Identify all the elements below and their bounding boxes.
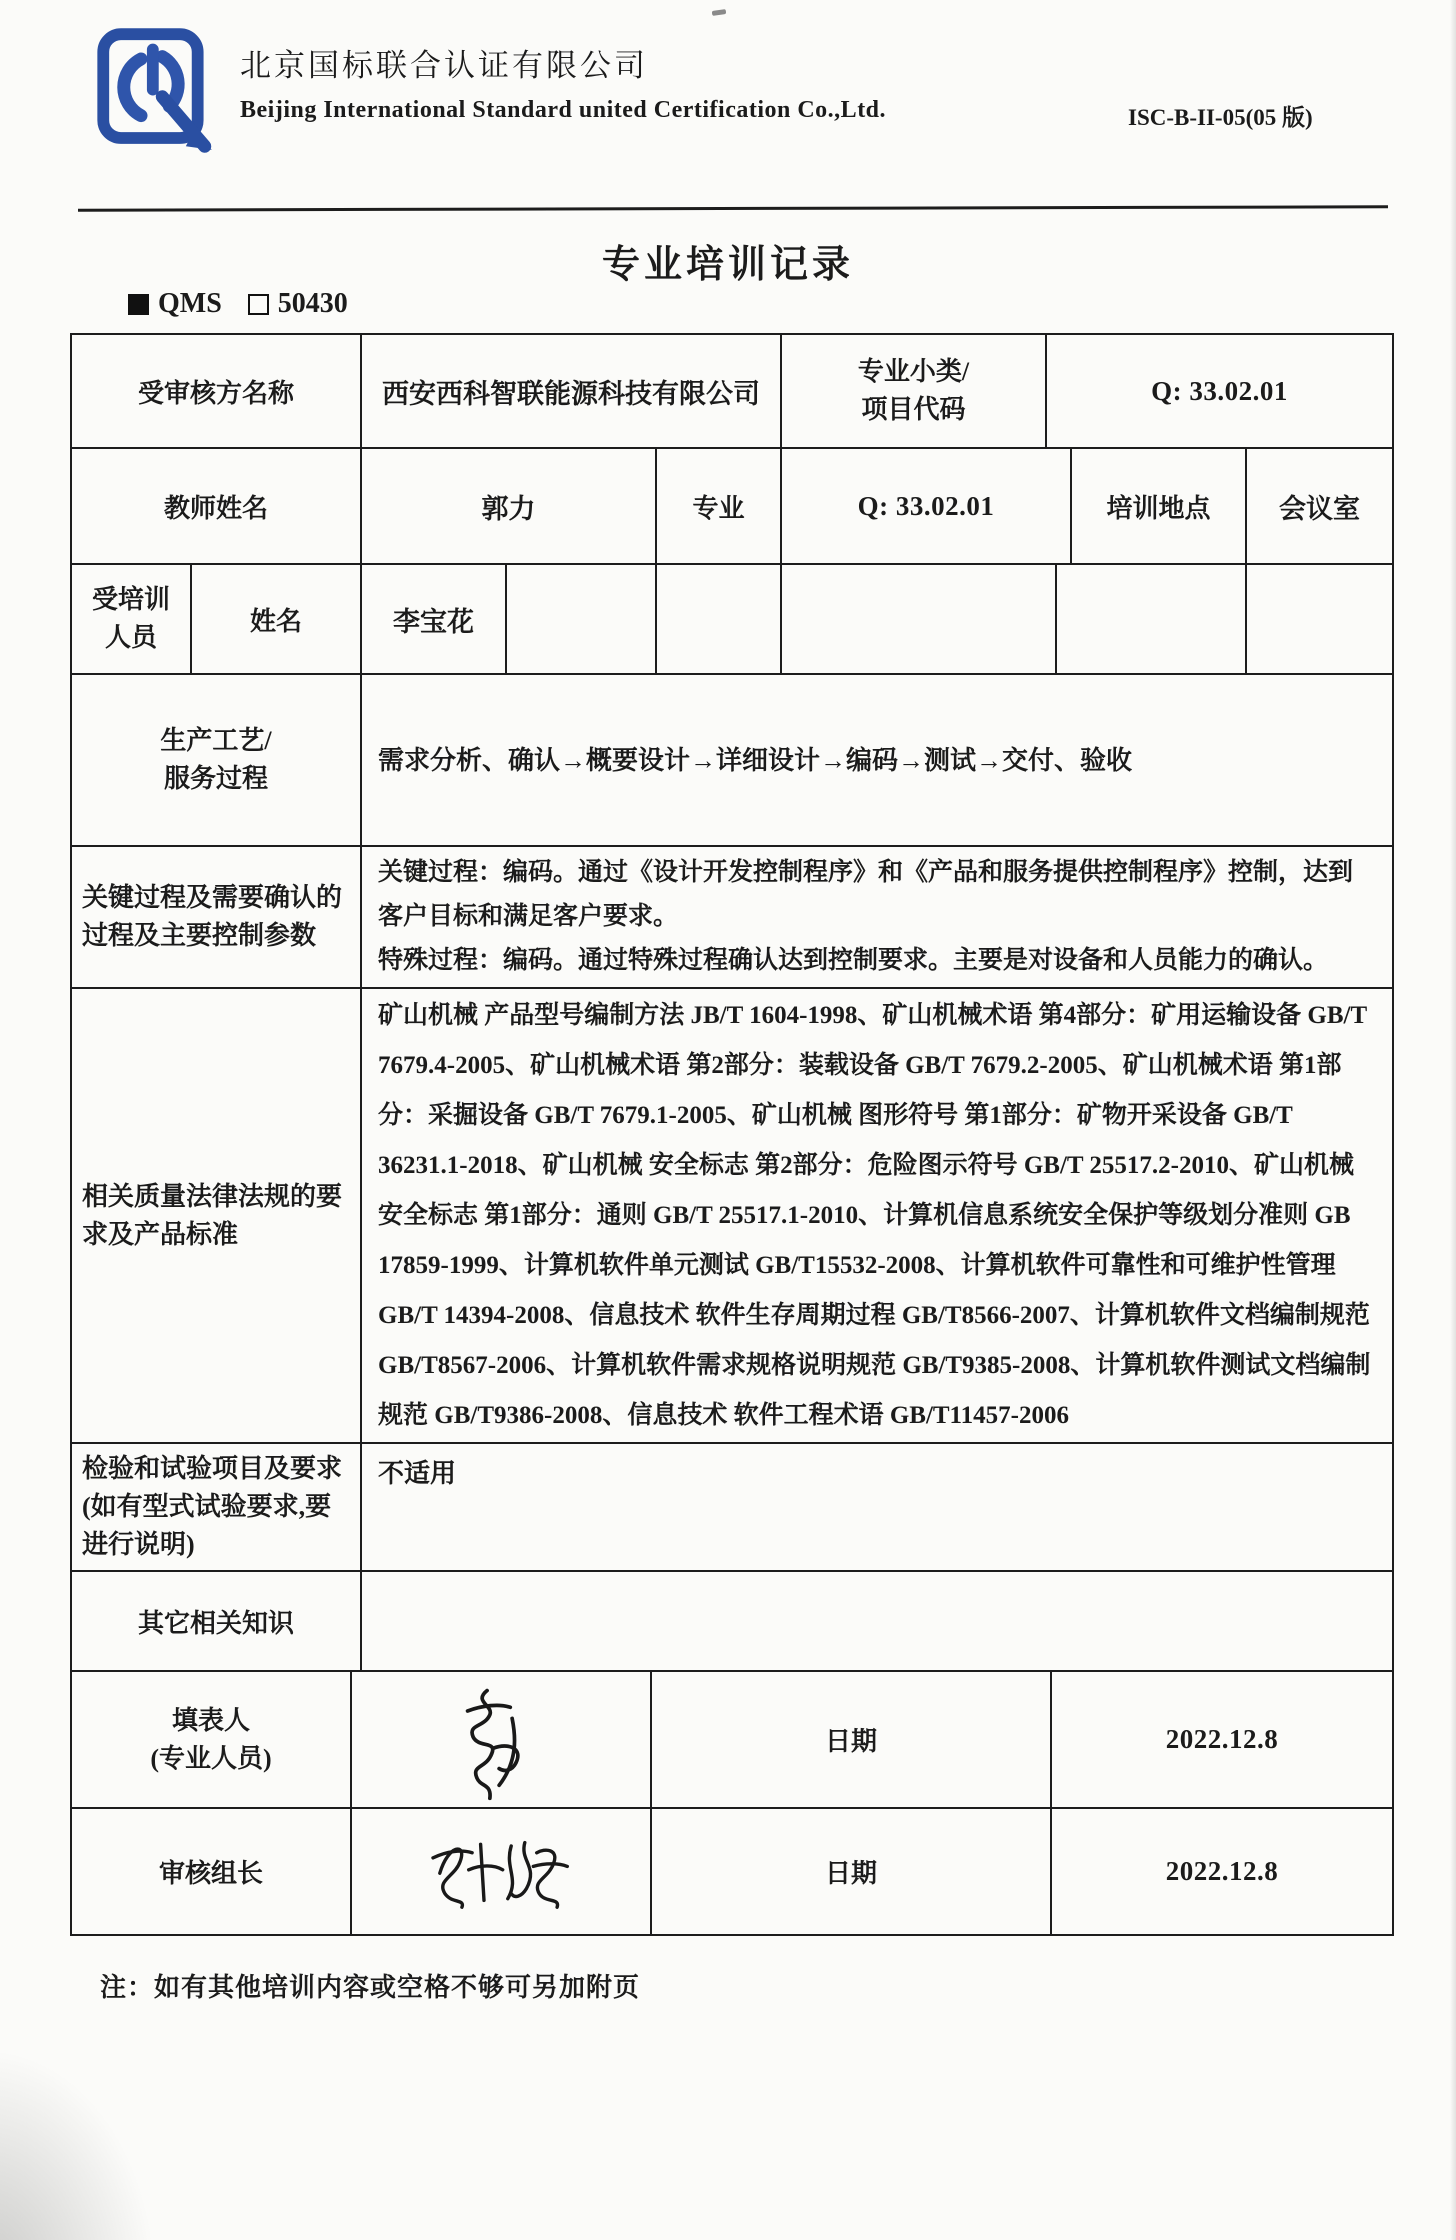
page-title: 专业培训记录 [601,244,854,286]
qms-checkbox-checked-icon [128,294,149,315]
filler-date-label: 日期 [652,1672,1052,1807]
regulations-label [72,989,362,1442]
teacher-name-value: 郭力 [362,449,657,563]
scan-artifact-dash [712,9,727,16]
training-place-value: 会议室 [1279,493,1360,524]
form-filler-label-line2: (专业人员) [150,1743,272,1773]
form-filler-label [72,1672,352,1807]
company-name-en: Beijing International Standard united Certification Co.,Ltd. [240,97,887,123]
row-inspection [72,1444,1392,1572]
code-label: 50430 [277,288,348,319]
code-checkbox-unchecked-icon [248,294,269,315]
trainee-empty-cell [782,565,1057,673]
key-process-label-line1: 关键过程及需要确认的 [82,883,343,913]
certification-logo-icon [95,28,213,156]
major-label: 专业 [657,449,782,563]
other-knowledge-value [362,1572,1392,1670]
filler-date-value: 2022.12.8 [1165,1724,1279,1754]
form-filler-label-line1: 填表人 [171,1705,250,1735]
teacher-name-label: 教师姓名 [72,449,362,563]
auditor-date-value: 2022.12.8 [1165,1856,1279,1886]
process-label [72,675,362,845]
page-curl-shadow [0,2030,170,2240]
signature-libaohua [416,1809,586,1934]
inspection-label [72,1444,362,1570]
row-form-filler [72,1672,1392,1809]
process-value: 需求分析、确认→概要设计→详细设计→编码→测试→交付、验收 [378,745,1133,775]
header-divider [78,205,1388,211]
row-regulations [72,989,1392,1444]
trainee-empty-cell [657,565,782,673]
inspection-label-line3: 进行说明) [82,1529,195,1559]
category-code-label-line1: 专业小类/ [857,357,970,387]
row-trainees [72,565,1392,675]
key-process-value [362,847,1392,987]
inspection-value: 不适用 [378,1459,457,1488]
audited-org-label: 受审核方名称 [72,335,362,447]
key-process-para1: 关键过程：编码。通过《设计开发控制程序》和《产品和服务提供控制程序》控制，达到客户目标和满足客户要求。 [378,859,1354,930]
major-value: Q: 33.02.01 [782,449,1072,563]
regulations-label-line2: 求及产品标准 [82,1219,239,1249]
inspection-label-line1: 检验和试验项目及要求 [82,1454,343,1484]
row-process [72,675,1392,847]
company-name-cn: 北京国标联合认证有限公司 [240,48,648,83]
row-teacher [72,449,1392,565]
regulations-text: 矿山机械 产品型号编制方法 JB/T 1604-1998、矿山机械术语 第4部分：矿用运输设备 GB/T 7679.4-2005、矿山机械术语 第2部分：装载设备 GB/T 7679.2-2005、矿山机械术语 第1部分：采掘设备 GB/T 7679.1-2005、矿山机械 图形符号 第1部分：矿物开采设备 GB/T 36231.1-2018、矿山机械 安全标志 第2部分：危险图示符号 GB/T 25517.2-2010、矿山机械 安全标志 第1部分：通则 GB/T 25517.1-2010、计算机信息系统安全保护等级划分准则 GB 17859-1999、计算机软件单元测试 GB/T15532-2008、计算机软件可靠性和可维护性管理 GB/T 14394-2008、信息技术 软件生存周期过程 GB/T8566-2007、计算机软件文档编制规范 GB/T8567-2006、计算机软件需求规格说明规范 GB/T9385-2008、计算机软件测试文档编制规范 GB/T9386-2008、信息技术 软件工程术语 GB/T11457-2006 [378,1001,1371,1429]
footnote: 注：如有其他培训内容或空格不够可另加附页 [100,1973,641,2002]
scan-edge-shadow [1450,0,1456,2240]
process-label-line1: 生产工艺/ [160,726,272,756]
audited-org-value: 西安西科智联能源科技有限公司 [362,335,782,447]
row-audit-leader [72,1809,1392,1934]
other-knowledge-label: 其它相关知识 [72,1572,362,1670]
trainees-label-line2: 人员 [104,623,157,652]
document-code: ISC-B-II-05(05 版) [1128,105,1313,130]
regulations-label-line1: 相关质量法律法规的要 [82,1181,343,1211]
key-process-label-line2: 过程及主要控制参数 [82,921,317,950]
trainees-label-line1: 受培训 [91,585,170,615]
training-record-table [70,333,1394,1936]
row-key-process [72,847,1392,989]
inspection-label-line2: (如有型式试验要求,要 [82,1492,332,1522]
trainee-empty-cell [1247,565,1392,673]
training-place-label: 培训地点 [1072,449,1247,563]
category-code-label [782,335,1047,447]
row-audited-org [72,335,1392,449]
category-code-value: Q: 33.02.01 [1151,375,1288,406]
trainee-empty-cell [1057,565,1247,673]
process-label-line2: 服务过程 [163,764,268,793]
form-filler-signature [352,1672,652,1807]
qms-label: QMS [158,288,222,319]
key-process-para2: 特殊过程：编码。通过特殊过程确认达到控制要求。主要是对设备和人员能力的确认。 [378,947,1329,974]
regulations-value [362,989,1392,1442]
signature-guoli [436,1680,566,1807]
row-other-knowledge [72,1572,1392,1672]
category-code-label-line2: 项目代码 [861,395,966,424]
trainee-name-label: 姓名 [192,565,362,673]
audit-leader-signature [352,1809,652,1934]
auditor-date-label: 日期 [652,1809,1052,1934]
trainees-label [72,565,192,673]
trainee-name-1: 李宝花 [362,565,507,673]
trainee-empty-cell [507,565,657,673]
audit-leader-label: 审核组长 [72,1809,352,1934]
key-process-label [72,847,362,987]
form-type-line [128,288,348,320]
